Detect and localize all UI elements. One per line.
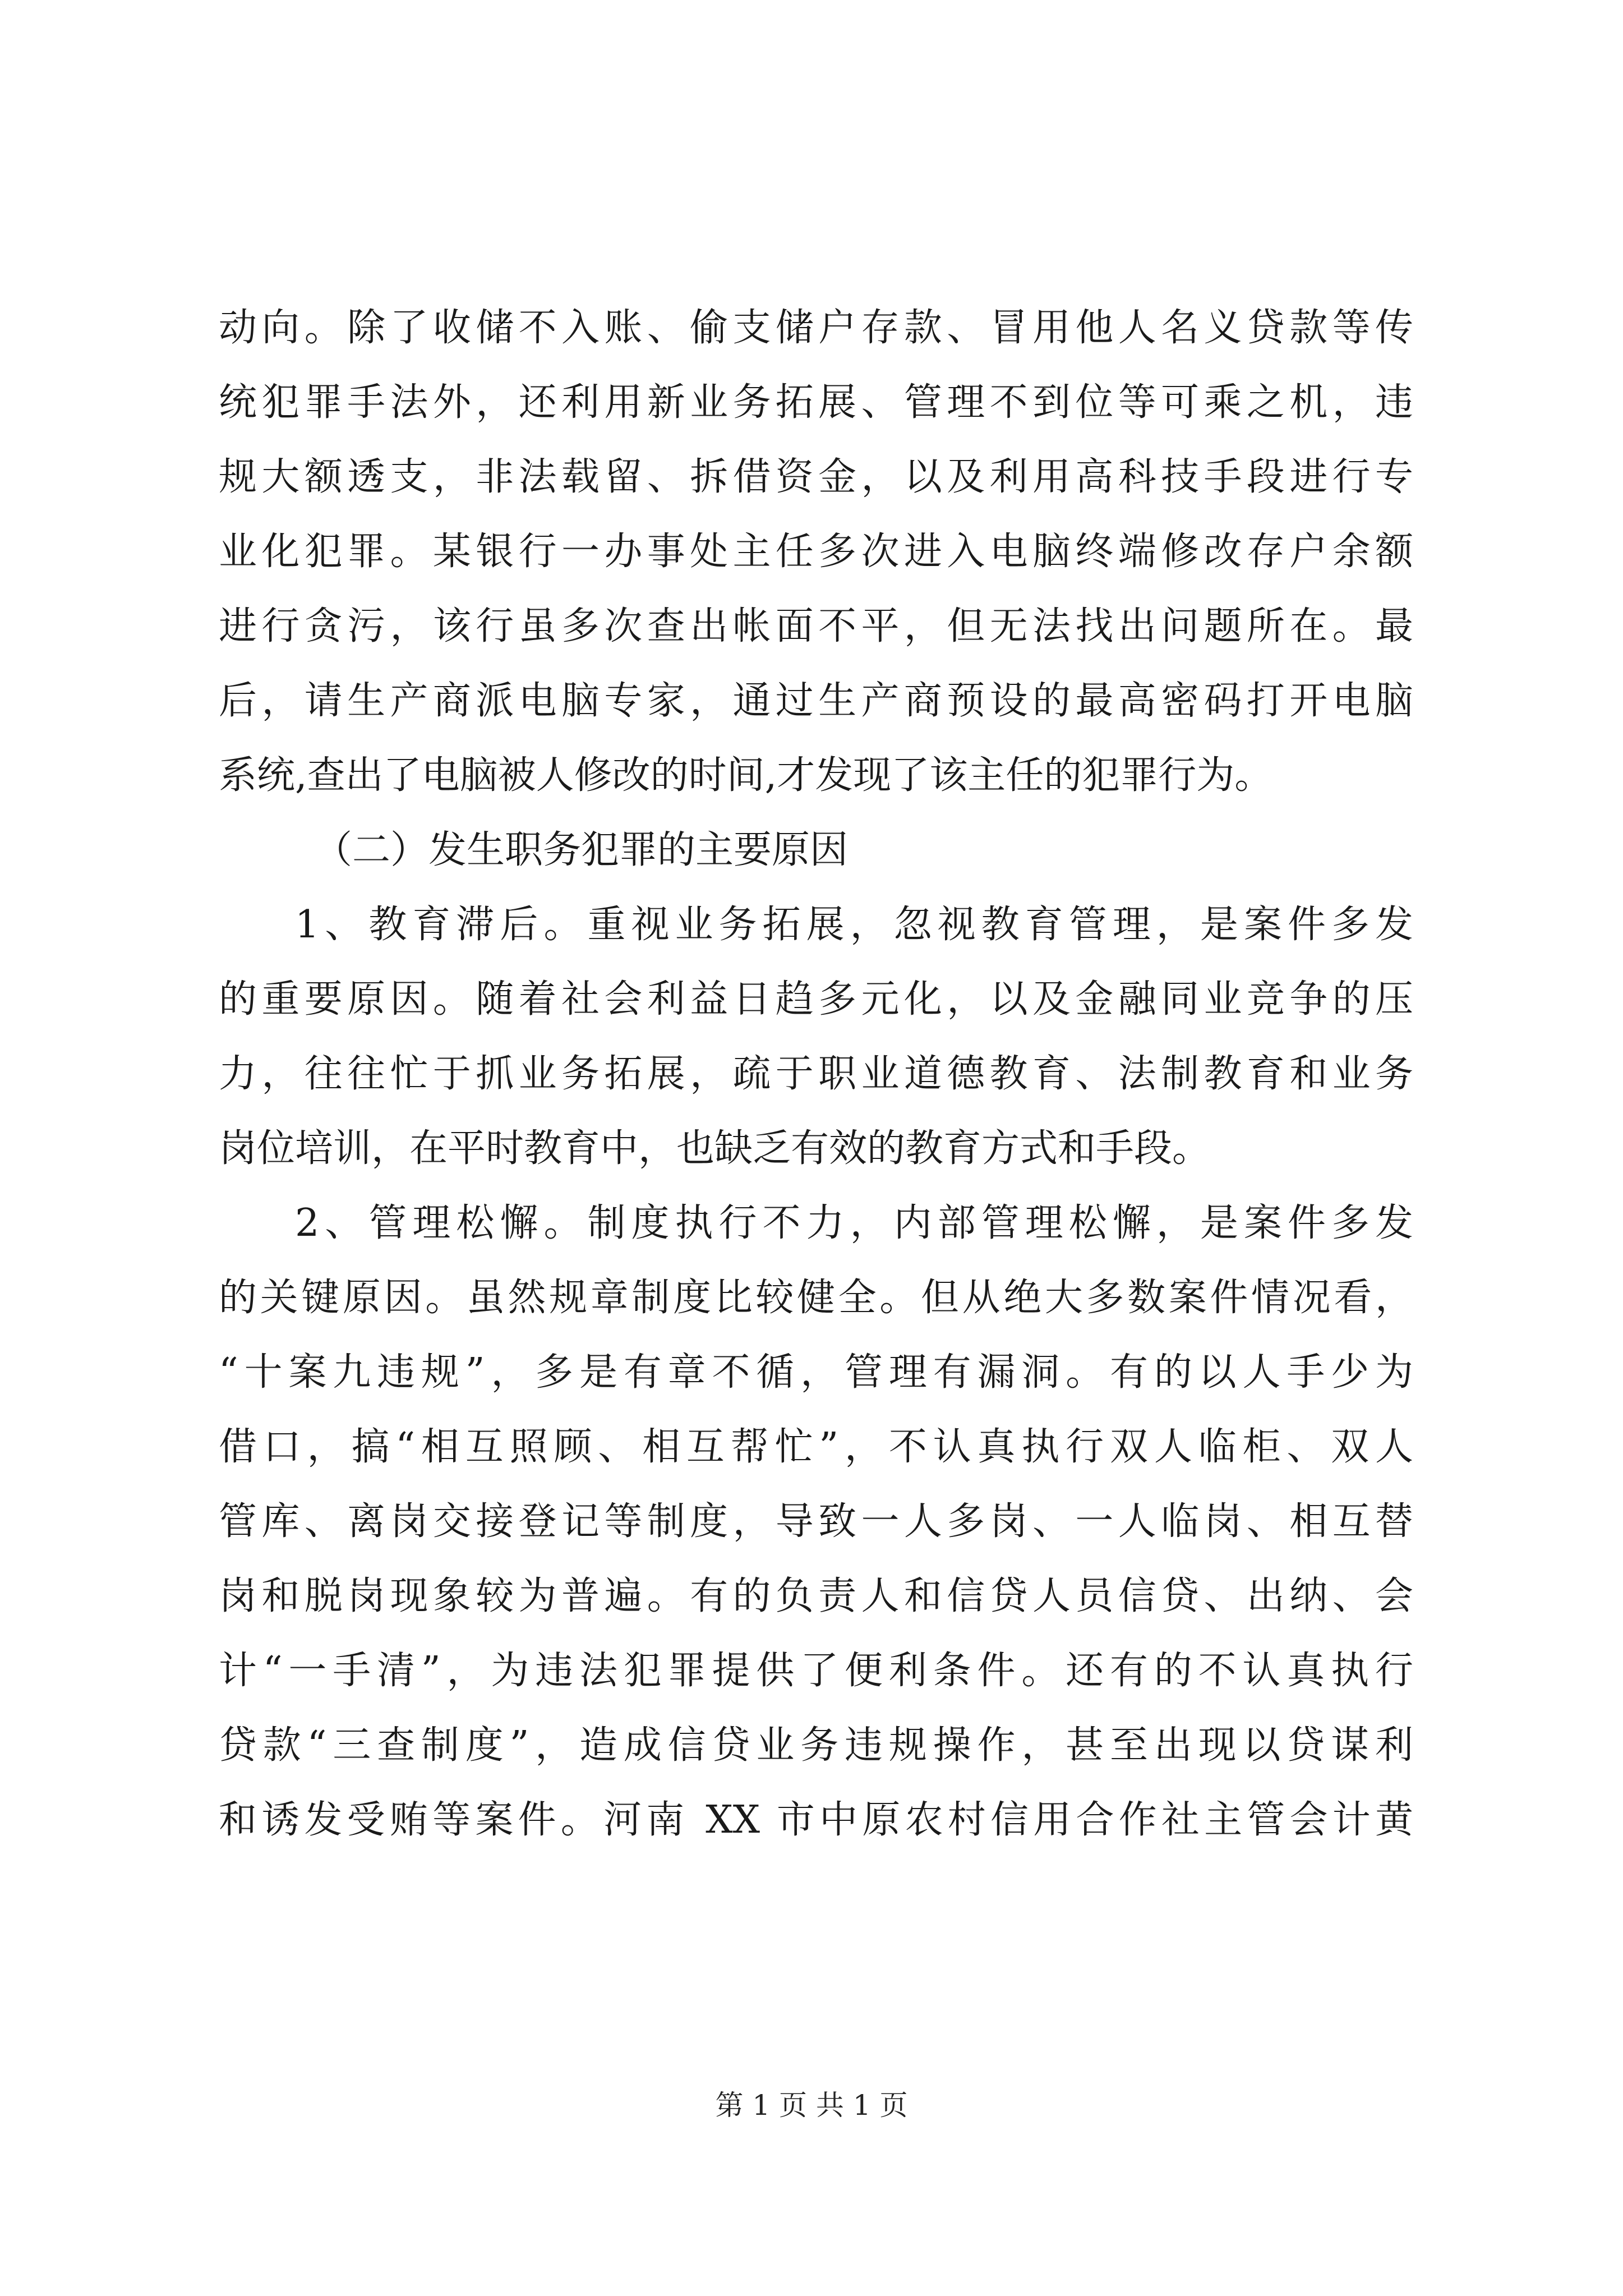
text-line: 业化犯罪。某银行一办事处主任多次进入电脑终端修改存户余额: [219, 530, 1413, 574]
text-line: 后，请生产商派电脑专家，通过生产商预设的最高密码打开电脑: [219, 679, 1413, 723]
text-line: 贷款“三查制度”，造成信贷业务违规操作，甚至出现以贷谋利: [219, 1723, 1413, 1768]
text-line: 计“一手清”，为违法犯罪提供了便利条件。还有的不认真执行: [219, 1649, 1413, 1693]
text-line: 动向。除了收储不入账、偷支储户存款、冒用他人名义贷款等传: [219, 306, 1413, 350]
text-line: 和诱发受贿等案件。河南 XX 市中原农村信用合作社主管会计黄: [219, 1798, 1413, 1842]
text-line: 规大额透支，非法载留、拆借资金，以及利用高科技手段进行专: [219, 455, 1413, 499]
text-line: 岗和脱岗现象较为普遍。有的负责人和信贷人员信贷、出纳、会: [219, 1574, 1413, 1618]
text-line: 系统,查出了电脑被人修改的时间,才发现了该主任的犯罪行为。: [219, 753, 1273, 798]
text-line: 1、教育滞后。重视业务拓展，忽视教育管理，是案件多发: [295, 903, 1413, 947]
text-line: 2、管理松懈。制度执行不力，内部管理松懈，是案件多发: [295, 1201, 1413, 1245]
section-heading: （二）发生职务犯罪的主要原因: [314, 828, 849, 872]
text-line: 岗位培训，在平时教育中，也缺乏有效的教育方式和手段。: [219, 1126, 1211, 1171]
text-line: 的重要原因。随着社会利益日趋多元化，以及金融同业竞争的压: [219, 977, 1413, 1022]
text-line: 借口，搞“相互照顾、相互帮忙”，不认真执行双人临柜、双人: [219, 1425, 1413, 1469]
text-line: 的关键原因。虽然规章制度比较健全。但从绝大多数案件情况看，: [219, 1276, 1413, 1320]
page-number-footer: 第 1 页 共 1 页: [715, 2089, 908, 2122]
text-line: 进行贪污，该行虽多次查出帐面不平，但无法找出问题所在。最: [219, 604, 1413, 648]
text-line: “十案九违规”，多是有章不循，管理有漏洞。有的以人手少为: [219, 1350, 1413, 1395]
text-line: 力，往往忙于抓业务拓展，疏于职业道德教育、法制教育和业务: [219, 1052, 1413, 1096]
text-line: 管库、离岗交接登记等制度，导致一人多岗、一人临岗、相互替: [219, 1499, 1413, 1544]
text-line: 统犯罪手法外，还利用新业务拓展、管理不到位等可乘之机，违: [219, 380, 1413, 425]
